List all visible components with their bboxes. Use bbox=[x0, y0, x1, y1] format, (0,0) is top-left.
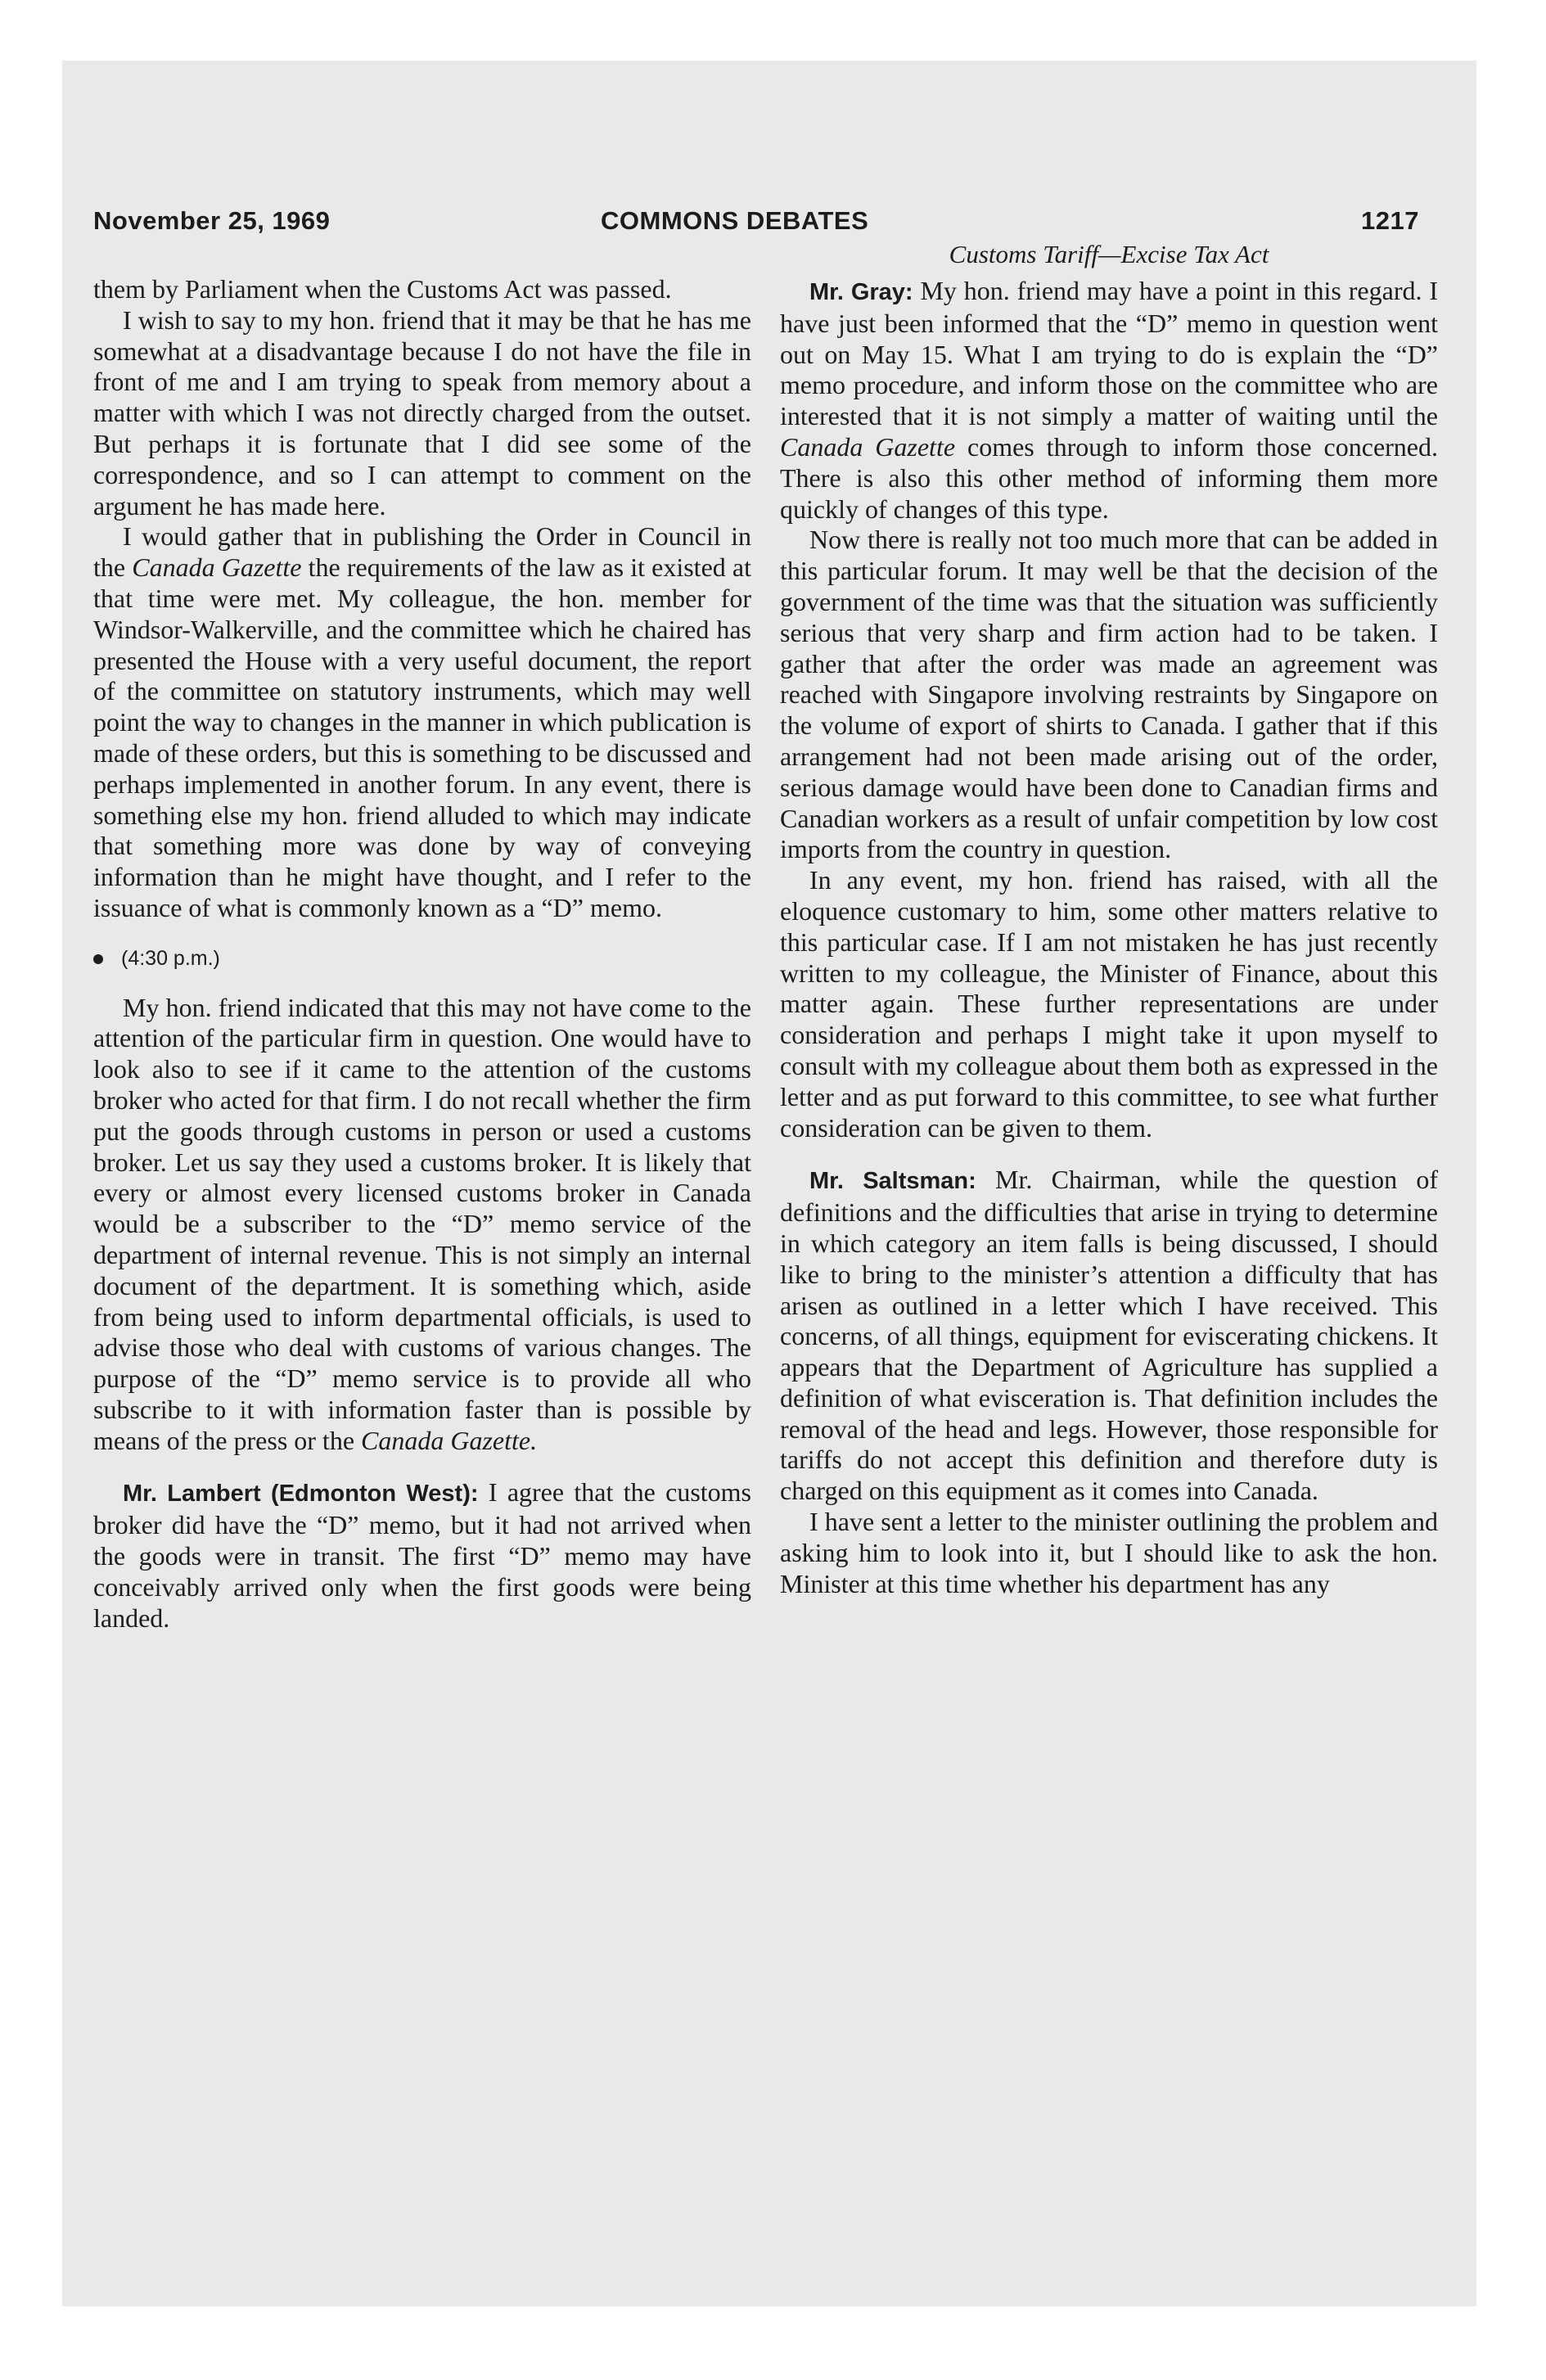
paragraph: them by Parliament when the Customs Act was passed. bbox=[93, 274, 672, 304]
italic-text: Canada Gazette bbox=[780, 431, 956, 462]
text-run: I would gather that in publishing the Order in Council in the bbox=[93, 521, 751, 583]
text-run: comes through to inform those concerned. There is also this other method of informing them more quickly of changes of this type. bbox=[780, 431, 1439, 524]
right-column bbox=[780, 240, 1439, 1599]
text-run: I agree that the customs broker did have the “D” memo, but it had not arrived when the goods were in transit. The first “D” memo may have conceivably arrived only when the first goods were being landed. bbox=[93, 1477, 752, 1633]
header-page-number: 1217 bbox=[1361, 206, 1419, 235]
text-run: the requirements of the law as it existed at that time were met. My colleague, the hon. member for Windsor-Walkerville, and the committee which he chaired has presented the House with a very useful document, the report of the committee on statutory instruments, which may well point the way to changes in the manner in which publication is made of these orders, but this is something to be discussed and perhaps implemented in another forum. In any event, there is something else my hon. friend alluded to which may indicate that something more was done by way of conveying information than he might have thought, and I refer to the issuance of what is commonly known as a “D” memo. bbox=[93, 552, 751, 922]
paragraph bbox=[93, 521, 751, 923]
text-run: My hon. friend indicated that this may not have come to the attention of the particular firm in question. One would have to look also to see if it came to the attention of the customs broker who acted for that firm. I do not recall whether the firm put the goods through customs in person or used a customs broker. Let us say they used a customs broker. It is likely that every or almost every licensed customs broker in Canada would be a subscriber to the “D” memo service of the department of internal revenue. This is not simply an internal document of the department. It is something which, aside from being used to inform departmental officials, is used to advise those who deal with customs of various changes. The purpose of the “D” memo service is to provide all who subscribe to it with information faster than is possible by means of the press or the bbox=[93, 992, 751, 1455]
running-head: Customs Tariff—Excise Tax Act bbox=[949, 240, 1269, 268]
header-date: November 25, 1969 bbox=[93, 206, 331, 235]
paragraph bbox=[93, 1477, 751, 1634]
italic-text: Canada Gazette bbox=[132, 552, 302, 583]
text-run: Mr. Chairman, while the question of definitions and the difficulties that arise in trying to determine in which category an item falls is being discussed, I should like to bring to the minister’s attention a difficulty that has arisen as outlined in a letter which I have received. This concerns, of all things, equipment for eviscerating chickens. It appears that the Department of Agriculture has supplied a definition of what evisceration is. That definition includes the removal of the head and legs. However, those responsible for tariffs do not accept this definition and therefore duty is charged on this equipment as it comes into Canada. bbox=[780, 1165, 1439, 1506]
paragraph: I have sent a letter to the minister outlining the problem and asking him to look into it, but I should like to ask the hon. Minister at this time whether his department has any bbox=[780, 1507, 1438, 1598]
header-title: COMMONS DEBATES bbox=[601, 206, 869, 235]
paragraph: I wish to say to my hon. friend that it may be that he has me somewhat at a disadvantage because I do not have the file in front of me and I am trying to speak from memory about a matter with which I was not directly charged from the outset. But perhaps it is fortunate that I did see some of the correspondence, and so I can attempt to comment on the argument he has made here. bbox=[93, 304, 751, 521]
text-run: My hon. friend may have a point in this regard. I have just been informed that the “D” memo in question went out on May 15. What I am trying to do is explain the “D” memo procedure, and inform those on the committee who are interested that it is not simply a matter of waiting until the bbox=[780, 276, 1439, 431]
italic-text: Canada Gazette. bbox=[361, 1425, 538, 1455]
speaker-name: Mr. Lambert (Edmonton West): bbox=[123, 1481, 479, 1508]
paragraph: In any event, my hon. friend has raised, with all the eloquence customary to him, some other matters relative to this particular case. If I am not mistaken he has just recently written to my colleague, the Minister of Finance, about this matter again. These further representations are under consideration and perhaps I might take it upon myself to consult with my colleague about them both as expressed in the letter and as put forward to this committee, to see what further consideration can be given to them. bbox=[780, 865, 1438, 1143]
bullet-icon bbox=[93, 954, 103, 964]
left-column bbox=[93, 274, 751, 1634]
speaker-name: Mr. Gray: bbox=[809, 279, 913, 305]
speaker-name: Mr. Saltsman: bbox=[809, 1168, 976, 1195]
time-marker-text: (4:30 p.m.) bbox=[121, 946, 220, 970]
paragraph bbox=[93, 993, 751, 1457]
paragraph bbox=[780, 276, 1438, 525]
paragraph bbox=[780, 1165, 1438, 1507]
paragraph: Now there is really not too much more that can be added in this particular forum. It may well be that the decision of the government of the time was that the situation was sufficiently serious that very sharp and firm action had to be taken. I gather that after the order was made an agreement was reached with Singapore involving restraints by Singapore on the volume of export of shirts to Canada. I gather that if this arrangement had not been made arising out of the order, serious damage would have been done to Canadian firms and Canadian workers as a result of unfair competition by low cost imports from the country in question. bbox=[780, 525, 1438, 864]
page-header bbox=[93, 206, 1419, 242]
time-marker bbox=[93, 944, 751, 975]
